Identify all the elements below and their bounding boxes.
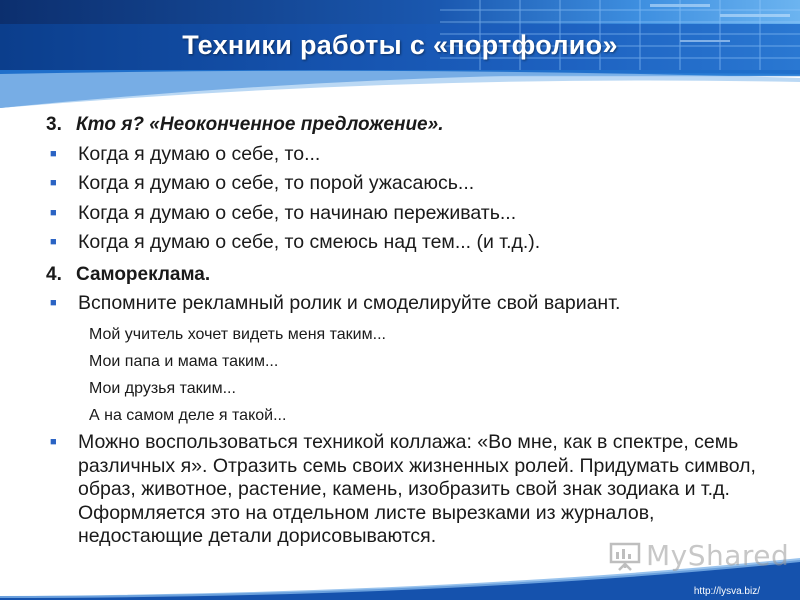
list-item	[46, 291, 766, 318]
list-item	[46, 171, 766, 198]
slide-content	[46, 110, 766, 551]
square-bullet-icon: ■	[50, 297, 57, 309]
square-bullet-icon: ■	[50, 436, 57, 448]
item-heading: Самореклама.	[76, 263, 211, 285]
page-title: Техники работы с «портфолио»	[182, 30, 618, 60]
watermark	[608, 538, 789, 572]
item-heading: Кто я? «Неоконченное предложение».	[76, 114, 444, 135]
sub-item: А на самом деле я такой...	[89, 406, 287, 424]
square-bullet-icon: ■	[50, 206, 57, 219]
presentation-board-icon	[608, 538, 642, 572]
sub-item: Мои папа и мама таким...	[89, 352, 279, 370]
list-item-text: Когда я думаю о себе, то...	[78, 142, 321, 165]
list-item-text: Когда я думаю о себе, то порой ужасаюсь...	[78, 172, 475, 194]
watermark-text: MyShared	[646, 538, 790, 572]
numbered-item-3	[46, 110, 766, 139]
header-swoosh	[0, 58, 800, 108]
list-item	[46, 201, 766, 228]
numbered-item-4	[46, 260, 766, 289]
square-bullet-icon: ■	[50, 236, 57, 248]
list-item-text: Когда я думаю о себе, то смеюсь над тем... (и т.д.).	[78, 231, 541, 253]
header-banner	[0, 0, 800, 108]
list-item	[46, 142, 766, 169]
item-number: 3.	[46, 114, 62, 135]
square-bullet-icon: ■	[50, 177, 57, 189]
list-item-text: Вспомните рекламный ролик и смоделируйте свой вариант.	[78, 292, 621, 314]
square-bullet-icon: ■	[50, 147, 57, 160]
sub-item: Мои друзья таким...	[89, 379, 236, 397]
item-number: 4.	[46, 263, 62, 285]
list-item	[46, 230, 766, 257]
list-item	[46, 431, 766, 549]
list-item-text: Когда я думаю о себе, то начинаю переживать...	[78, 201, 517, 224]
sub-item: Мой учитель хочет видеть меня таким...	[89, 325, 386, 343]
list-item-text: Можно воспользоваться техникой коллажа: «Во мне, как в спектре, семь различных я». Отразить семь своих жизненных ролей. Придумать символ, образ, животное, растение, камень, изобразить свой знак зодиака и т.д. Оформляется это на отдельном листе вырезками из журналов, недостающие детали дорисовываются.	[78, 431, 756, 547]
footer-url: http://lysva.biz/	[693, 586, 760, 597]
